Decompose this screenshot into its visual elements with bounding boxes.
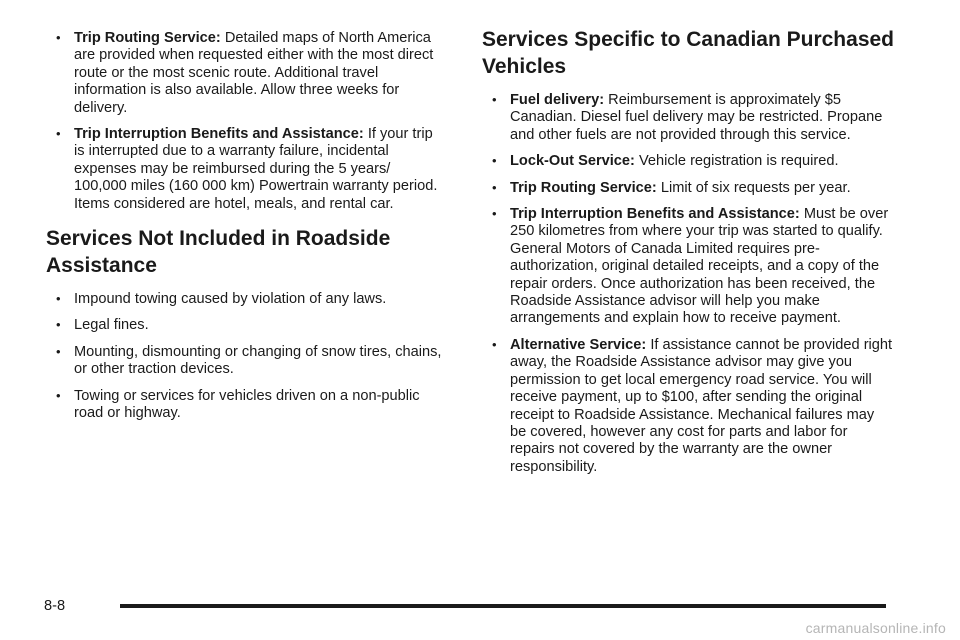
list-item bbox=[46, 388, 446, 423]
item-term: Trip Routing Service: bbox=[74, 30, 221, 46]
canadian-list bbox=[482, 92, 894, 476]
list-item bbox=[482, 337, 894, 476]
bullet-icon: • bbox=[56, 291, 61, 307]
bullet-icon: • bbox=[492, 92, 497, 107]
list-item bbox=[46, 344, 446, 379]
bullet-icon: • bbox=[492, 206, 497, 222]
bullet-icon: • bbox=[492, 179, 497, 195]
watermark[interactable]: carmanualsonline.info bbox=[805, 620, 946, 636]
item-text: Impound towing caused by violation of any laws. bbox=[74, 291, 387, 308]
section-heading-canadian: Services Specific to Canadian Purchased Vehicles bbox=[482, 28, 895, 78]
item-term: Lock-Out Service: bbox=[510, 153, 635, 170]
item-text: Detailed maps of North America are provided when requested either with the most direct route or the most scenic route. Additional travel information is also available. Allow three weeks for delivery. bbox=[74, 30, 434, 116]
section-heading-not-included: Services Not Included in Roadside Assistance bbox=[46, 227, 391, 278]
left-column bbox=[46, 30, 446, 432]
bullet-icon: • bbox=[56, 30, 61, 45]
list-item bbox=[46, 317, 446, 334]
item-text: Legal fines. bbox=[74, 317, 149, 334]
item-text: Must be over 250 kilometres from where your trip was started to qualify. General Motors of Canada Limited requires pre-authorization, original detailed receipts, and a copy of the repair orders. Once authorization has been received, the Roadside Assistance advisor will help you make arrangements and explain how to receive payment. bbox=[510, 206, 889, 327]
right-column bbox=[482, 30, 894, 485]
item-text: Towing or services for vehicles driven on a non-public road or highway. bbox=[74, 387, 420, 422]
list-item bbox=[46, 291, 446, 308]
not-included-list bbox=[46, 291, 446, 422]
list-item bbox=[482, 206, 894, 328]
item-text: Reimbursement is approximately $5 Canadian. Diesel fuel delivery may be restricted. Propane and other fuels are not provided through this service. bbox=[510, 92, 883, 143]
bullet-icon: • bbox=[492, 336, 497, 352]
list-item bbox=[482, 180, 894, 197]
list-item bbox=[482, 92, 894, 144]
item-text: Mounting, dismounting or changing of snow tires, chains, or other traction devices. bbox=[74, 343, 442, 378]
bullet-icon: • bbox=[56, 317, 61, 333]
item-term: Alternative Service: bbox=[510, 336, 647, 353]
item-text: If your trip is interrupted due to a warranty failure, incidental expenses may be reimbursed during the 5 years/ 100,000 miles (160 000 km) Powertrain warranty period. Items considered are hotel, meals, and rental car. bbox=[74, 126, 438, 212]
footer-rule bbox=[120, 604, 886, 608]
list-item bbox=[46, 126, 446, 213]
item-text: Vehicle registration is required. bbox=[634, 153, 839, 170]
item-text: If assistance cannot be provided right away, the Roadside Assistance advisor may give you permission to get local emergency road service. You will receive payment, up to $100, after sending the original receipt to Roadside Assistance. Mechanical failures may be covered, however any cost for parts and labor for repairs not covered by the warranty are the owner responsibility. bbox=[510, 336, 893, 475]
item-term: Trip Interruption Benefits and Assistance: bbox=[74, 126, 364, 143]
item-text: Limit of six requests per year. bbox=[656, 179, 851, 196]
bullet-icon: • bbox=[56, 387, 61, 403]
bullet-icon: • bbox=[56, 343, 61, 359]
item-term: Trip Interruption Benefits and Assistance: bbox=[510, 206, 800, 223]
bullet-icon: • bbox=[492, 153, 497, 169]
list-item bbox=[46, 30, 446, 117]
bullet-icon: • bbox=[56, 126, 61, 142]
item-term: Trip Routing Service: bbox=[510, 179, 657, 196]
left-top-list bbox=[46, 30, 446, 213]
page-number: 8-8 bbox=[44, 598, 66, 614]
list-item bbox=[482, 153, 894, 170]
item-term: Fuel delivery: bbox=[510, 92, 605, 108]
